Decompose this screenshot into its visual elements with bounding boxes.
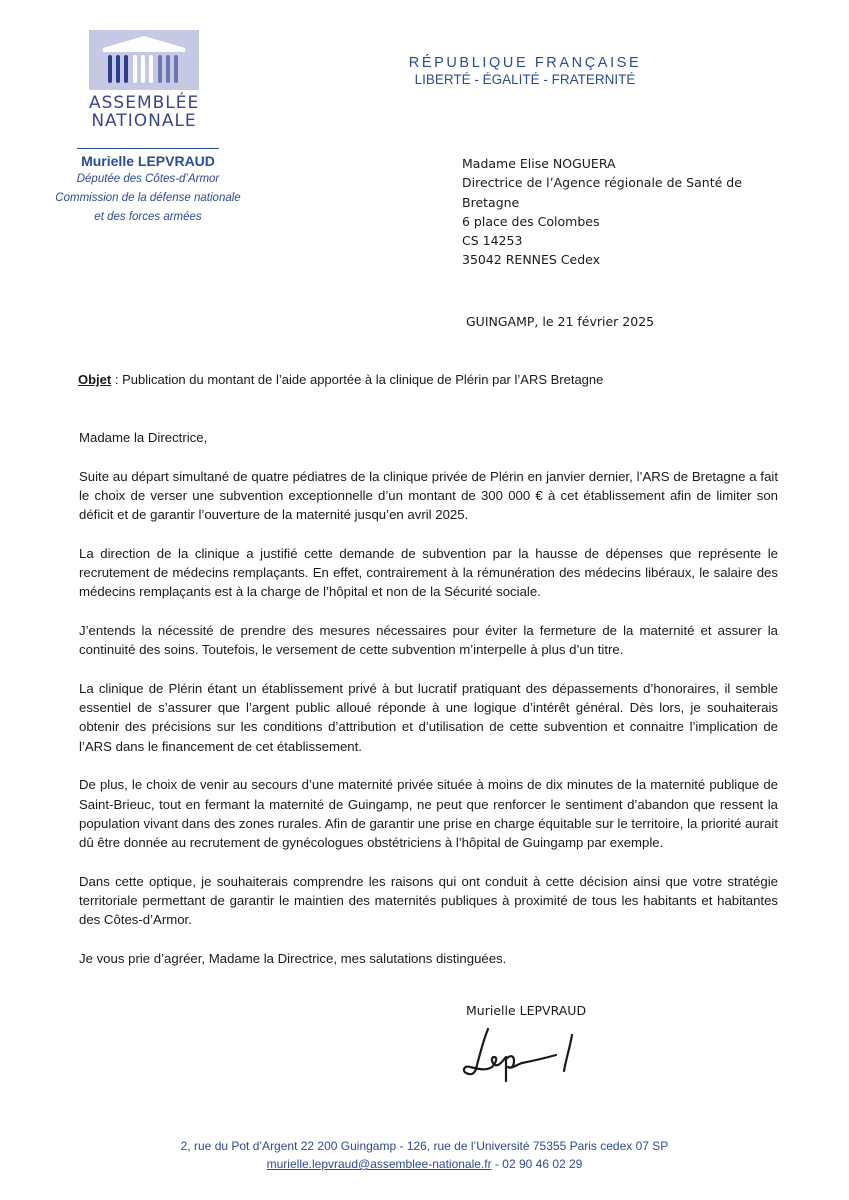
subject-text: : Publication du montant de l’aide apportée à la clinique de Plérin par l’ARS Bretagne bbox=[111, 372, 604, 387]
recipient-line: 6 place des Colombes bbox=[462, 213, 600, 229]
logo-line-1: ASSEMBLÉE bbox=[89, 93, 200, 113]
republique-motto: LIBERTÉ - ÉGALITÉ - FRATERNITÉ bbox=[414, 72, 636, 87]
letter-subject bbox=[78, 372, 603, 387]
footer-email-link[interactable]: murielle.lepvraud@assemblee-nationale.fr bbox=[266, 1157, 492, 1171]
body-paragraph: La direction de la clinique a justifié cette demande de subvention par la hausse de dépenses que représente le recrutement de médecins remplaçants. En effet, contrairement à la rémunération des médecins libéraux, le salaire des médecins remplaçants est à la charge de l’hôpital et non de la Sécurité sociale. bbox=[79, 545, 778, 600]
footer-address: 2, rue du Pot d’Argent 22 200 Guingamp - 126, rue de l’Université 75355 Paris cedex 07 SP bbox=[180, 1139, 669, 1153]
recipient-line: 35042 RENNES Cedex bbox=[462, 252, 601, 268]
sender-role-line: Députée des Côtes-d’Armor bbox=[76, 173, 220, 185]
republique-title: RÉPUBLIQUE FRANÇAISE bbox=[408, 55, 642, 71]
footer-phone: 02 90 46 02 29 bbox=[502, 1157, 583, 1171]
recipient-line: Madame Elise NOGUERA bbox=[462, 156, 616, 171]
subject-label: Objet bbox=[78, 372, 112, 387]
sender-block bbox=[28, 152, 268, 227]
sender-role-line: et des forces armées bbox=[94, 211, 202, 223]
body-paragraph: Suite au départ simultané de quatre pédiatres de la clinique privée de Plérin en janvier dernier, l’ARS de Bretagne a fait le choix de verser une subvention exceptionnelle d’un montant de 300 000 € à cet établissement afin de limiter son déficit et de garantir l’ouverture de la maternité jusqu’en avril 2025. bbox=[79, 468, 778, 523]
recipient-line: Bretagne bbox=[462, 194, 520, 210]
letter-date: GUINGAMP, le 21 février 2025 bbox=[466, 314, 655, 329]
recipient-line: CS 14253 bbox=[462, 233, 523, 249]
body-paragraph: La clinique de Plérin étant un établissement privé à but lucratif pratiquant des dépassements d’honoraires, il semble essentiel de s’assurer que l’argent public alloué réponde à une logique d’intérêt général. Dès lors, je souhaiterais obtenir des précisions sur les conditions d’attribution et d’utilisation de cette subvention et connaitre l’implication de l’ARS dans le financement de cet établissement. bbox=[79, 680, 778, 754]
recipient-address bbox=[462, 154, 742, 270]
republique-header bbox=[400, 54, 650, 88]
sender-divider bbox=[77, 148, 219, 149]
letter-body bbox=[79, 428, 778, 988]
logo-line-2: NATIONALE bbox=[91, 111, 197, 131]
closing-formula: Je vous prie d’agréer, Madame la Directrice, mes salutations distinguées. bbox=[79, 951, 507, 967]
body-paragraph: De plus, le choix de venir au secours d’une maternité privée située à moins de dix minutes de la maternité publique de Saint-Brieuc, tout en fermant la maternité de Guingamp, ne peut que renforcer le sentiment d’abandon que ressent la population vivant dans des zones rurales. Afin de garantir une prise en charge équitable sur le territoire, la priorité aurait dû être donnée au recrutement de gynécologues obstétriciens à l’hôpital de Guingamp par exemple. bbox=[79, 777, 778, 851]
body-paragraph: Dans cette optique, je souhaiterais comprendre les raisons qui ont conduit à cette décision ainsi que votre stratégie territoriale permettant de garantir le maintien des maternités publiques à proximité de tous les habitants et habitantes des Côtes-d’Armor. bbox=[79, 873, 778, 928]
assemblee-nationale-logo bbox=[89, 30, 199, 130]
salutation: Madame la Directrice, bbox=[79, 430, 208, 445]
footer-separator: - bbox=[491, 1157, 503, 1171]
body-paragraph: J’entends la nécessité de prendre des mesures nécessaires pour éviter la fermeture de la maternité et assurer la continuité des soins. Toutefois, le versement de cette subvention m’interpelle à plus d’un titre. bbox=[79, 622, 778, 658]
recipient-line: Directrice de l’Agence régionale de Santé de bbox=[462, 175, 742, 191]
parliament-building-icon bbox=[89, 30, 199, 90]
signer-name: Murielle LEPVRAUD bbox=[466, 1003, 587, 1018]
logo-text bbox=[89, 94, 199, 130]
sender-name: Murielle LEPVRAUD bbox=[81, 153, 215, 169]
letter-footer bbox=[0, 1137, 849, 1173]
sender-role-line: Commission de la défense nationale bbox=[55, 192, 241, 204]
footer-contact bbox=[0, 1155, 849, 1173]
handwritten-signature-icon bbox=[460, 1025, 590, 1090]
